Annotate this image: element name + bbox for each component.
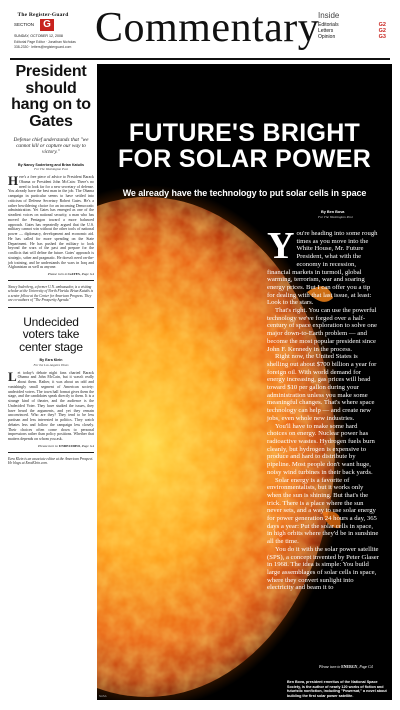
- main-paragraph: You do it with the solar power satellite (SPS), a concept invented by Peter Glaser in 1968. The idea is simple: You build large assemblages of solar cells in space, where they convert sunlight into electricity and beam it to: [267, 545, 379, 592]
- inside-index: [318, 11, 386, 40]
- story1-headline[interactable]: President should hang on to Gates: [11, 63, 91, 130]
- story1-deck: Defense chief understands that "we cannot kill or capture our way to victory.": [13, 137, 89, 156]
- main-headline[interactable]: FUTURE'S BRIGHT FOR SOLAR POWER: [117, 119, 372, 173]
- section-letter-badge: G: [40, 19, 54, 31]
- inside-label: Inside: [318, 11, 340, 20]
- main-paragraph: That's right. You can use the powerful technology we've forged over a half-century of space exploration to solve one major down-to-Earth problem — and become the most popular president since John F. Kennedy in the process.: [267, 307, 377, 353]
- masthead-rule: [10, 58, 390, 60]
- contact-line: 338-2330 · letters@registerguard.com: [14, 45, 72, 49]
- main-drop-cap: Y: [267, 225, 295, 267]
- masthead: [0, 0, 400, 58]
- paper-name: The Register-Guard: [17, 12, 69, 18]
- section-title: Commentary: [95, 5, 320, 51]
- main-body: [267, 225, 379, 592]
- main-paragraph: Right now, the United States is shelling out about $700 billion a year for foreign oil. With world demand for energy increasing, gas prices will head toward $10 per gallon during your administration unless you make some meaningful changes. That's where space technology can help — and create new jobs, even whole new industries.: [267, 353, 377, 422]
- editor-line: Editorial Page Editor · Jonathan Nicholas: [14, 40, 76, 44]
- main-paragraph: You're heading into some rough times as you move into the White House, Mr. Future President, what with the economy in recession, financial markets in turmoil, global warming, terrorism, war and soaring energy prices. But I can offer you a tip for dealing with that last issue, at least: Look to the stars.: [267, 225, 378, 307]
- story2-jump[interactable]: Please turn to UNDECIDED, Page G4: [38, 443, 94, 448]
- main-paragraph: Solar energy is a favorite of environmentalists, but it works only when the sun is shining. But that's the trick. There is a place where the sun never sets, and a way to use solar energy for power generation 24 hours a day, 365 days a year: Put the solar cells in space, in high orbits where they'd be in sunshine all the time.: [267, 476, 379, 546]
- left-column: [8, 64, 94, 704]
- column-divider: [8, 307, 94, 308]
- story1-body: [8, 175, 94, 270]
- main-byline: By Ben Bova: [321, 210, 345, 214]
- story2-byline-sub: For the Los Angeles Times: [33, 362, 69, 367]
- story1-byline: By Nancy Soderberg and Brian Katulis: [18, 162, 84, 167]
- story1-byline-sub: For The Washington Post: [34, 167, 68, 172]
- main-bio: Ben Bova, president emeritus of the National Space Society, is the author of nearly 120 works of fiction and futuristic nonfiction, including "Powersat," a novel about building the first solar power satellite.: [287, 680, 387, 698]
- story2-bio: Ezra Klein is an associate editor at the American Prospect. He blogs at EzraKlein.com.: [8, 456, 94, 466]
- main-jump[interactable]: Please turn to ENERGY, Page G4: [319, 665, 373, 669]
- main-byline-sub: For The Washington Post: [318, 215, 353, 219]
- issue-date: SUNDAY, OCTOBER 12, 2008: [14, 34, 63, 38]
- column-divider: [8, 452, 94, 453]
- section-word: SECTION: [14, 22, 35, 27]
- story1-drop-cap: H: [8, 173, 19, 189]
- story1-jump[interactable]: Please turn to GATES, Page G4: [47, 272, 94, 277]
- inside-item[interactable]: Opinion G3: [318, 34, 386, 40]
- story1-text: ere's a free piece of advice to President Barack Obama or President John McCain: There's no need to look far for a new secretary of defense. You already have the best man in the job. The Obama campaign in particular seems to have settled into criticism of Defense Secretary Robert Gates. He's a rather bewildering choice for an incoming Democratic administration. Yet Gates has emerged as one of the steadiest voices on national security, a man who has moved the Pentagon toward a more balanced approach. Gates has repeatedly argued that the U.S. military cannot win without the other tools of national power — diplomacy, development and economic aid. He has called for more spending on the State Department. He has pushed the military to look beyond the wars of the past and prepare for the conflicts that will define the future. Gates' approach is strategic, sober and pragmatic. He doesn't need on-the-job training, and he understands the wars in Iraq and Afghanistan as well as anyone.: [8, 175, 94, 270]
- main-deck: We already have the technology to put solar cells in space: [122, 188, 367, 198]
- main-paragraph: You'll have to make some hard choices on energy. Nuclear power has radioactive wastes. Hydrogen fuels burn cleanly, but hydrogen is expensive to produce and hard to distribute by pipeline. Most people don't want huge, noisy wind turbines in their back yards.: [267, 422, 375, 476]
- photo-credit: NASA: [99, 694, 107, 698]
- story2-byline: By Ezra Klein: [39, 358, 63, 363]
- column-divider: [8, 280, 94, 281]
- inside-item[interactable]: Editorials G2: [318, 22, 386, 28]
- story2-text: et today's debate night fans charted Barack Obama and John McCain, but it wasn't really about them. Rather, it was about an odd and vanishingly small segment of American society: undecided voters. The town hall format gives them the stage, and the candidates speak directly to them. It is a strange kind of theater, and the audience is the Undecided Voter. They have studied the issues, they have heard the arguments, and yet they remain unconvinced. Who are they? They tend to be less partisan and less interested in politics. They watch debates less and follow the campaign less closely. Their choices often come down to personal impressions rather than policy positions. Whether that matters depends on whom you ask.: [8, 370, 94, 442]
- inside-item[interactable]: Letters G2: [318, 28, 386, 34]
- story2-drop-cap: L: [8, 368, 17, 384]
- story2-body: [8, 368, 94, 442]
- main-story: [97, 64, 392, 700]
- story1-bio: Nancy Soderberg, a former U.N. ambassador, is a visiting scholar at the University of North Florida. Brian Katulis is a senior fellow at the Center for American Progress. They are co-authors of "The Prosperity Agenda.": [8, 285, 94, 303]
- story2-headline[interactable]: Undecided voters take center stage: [19, 314, 83, 354]
